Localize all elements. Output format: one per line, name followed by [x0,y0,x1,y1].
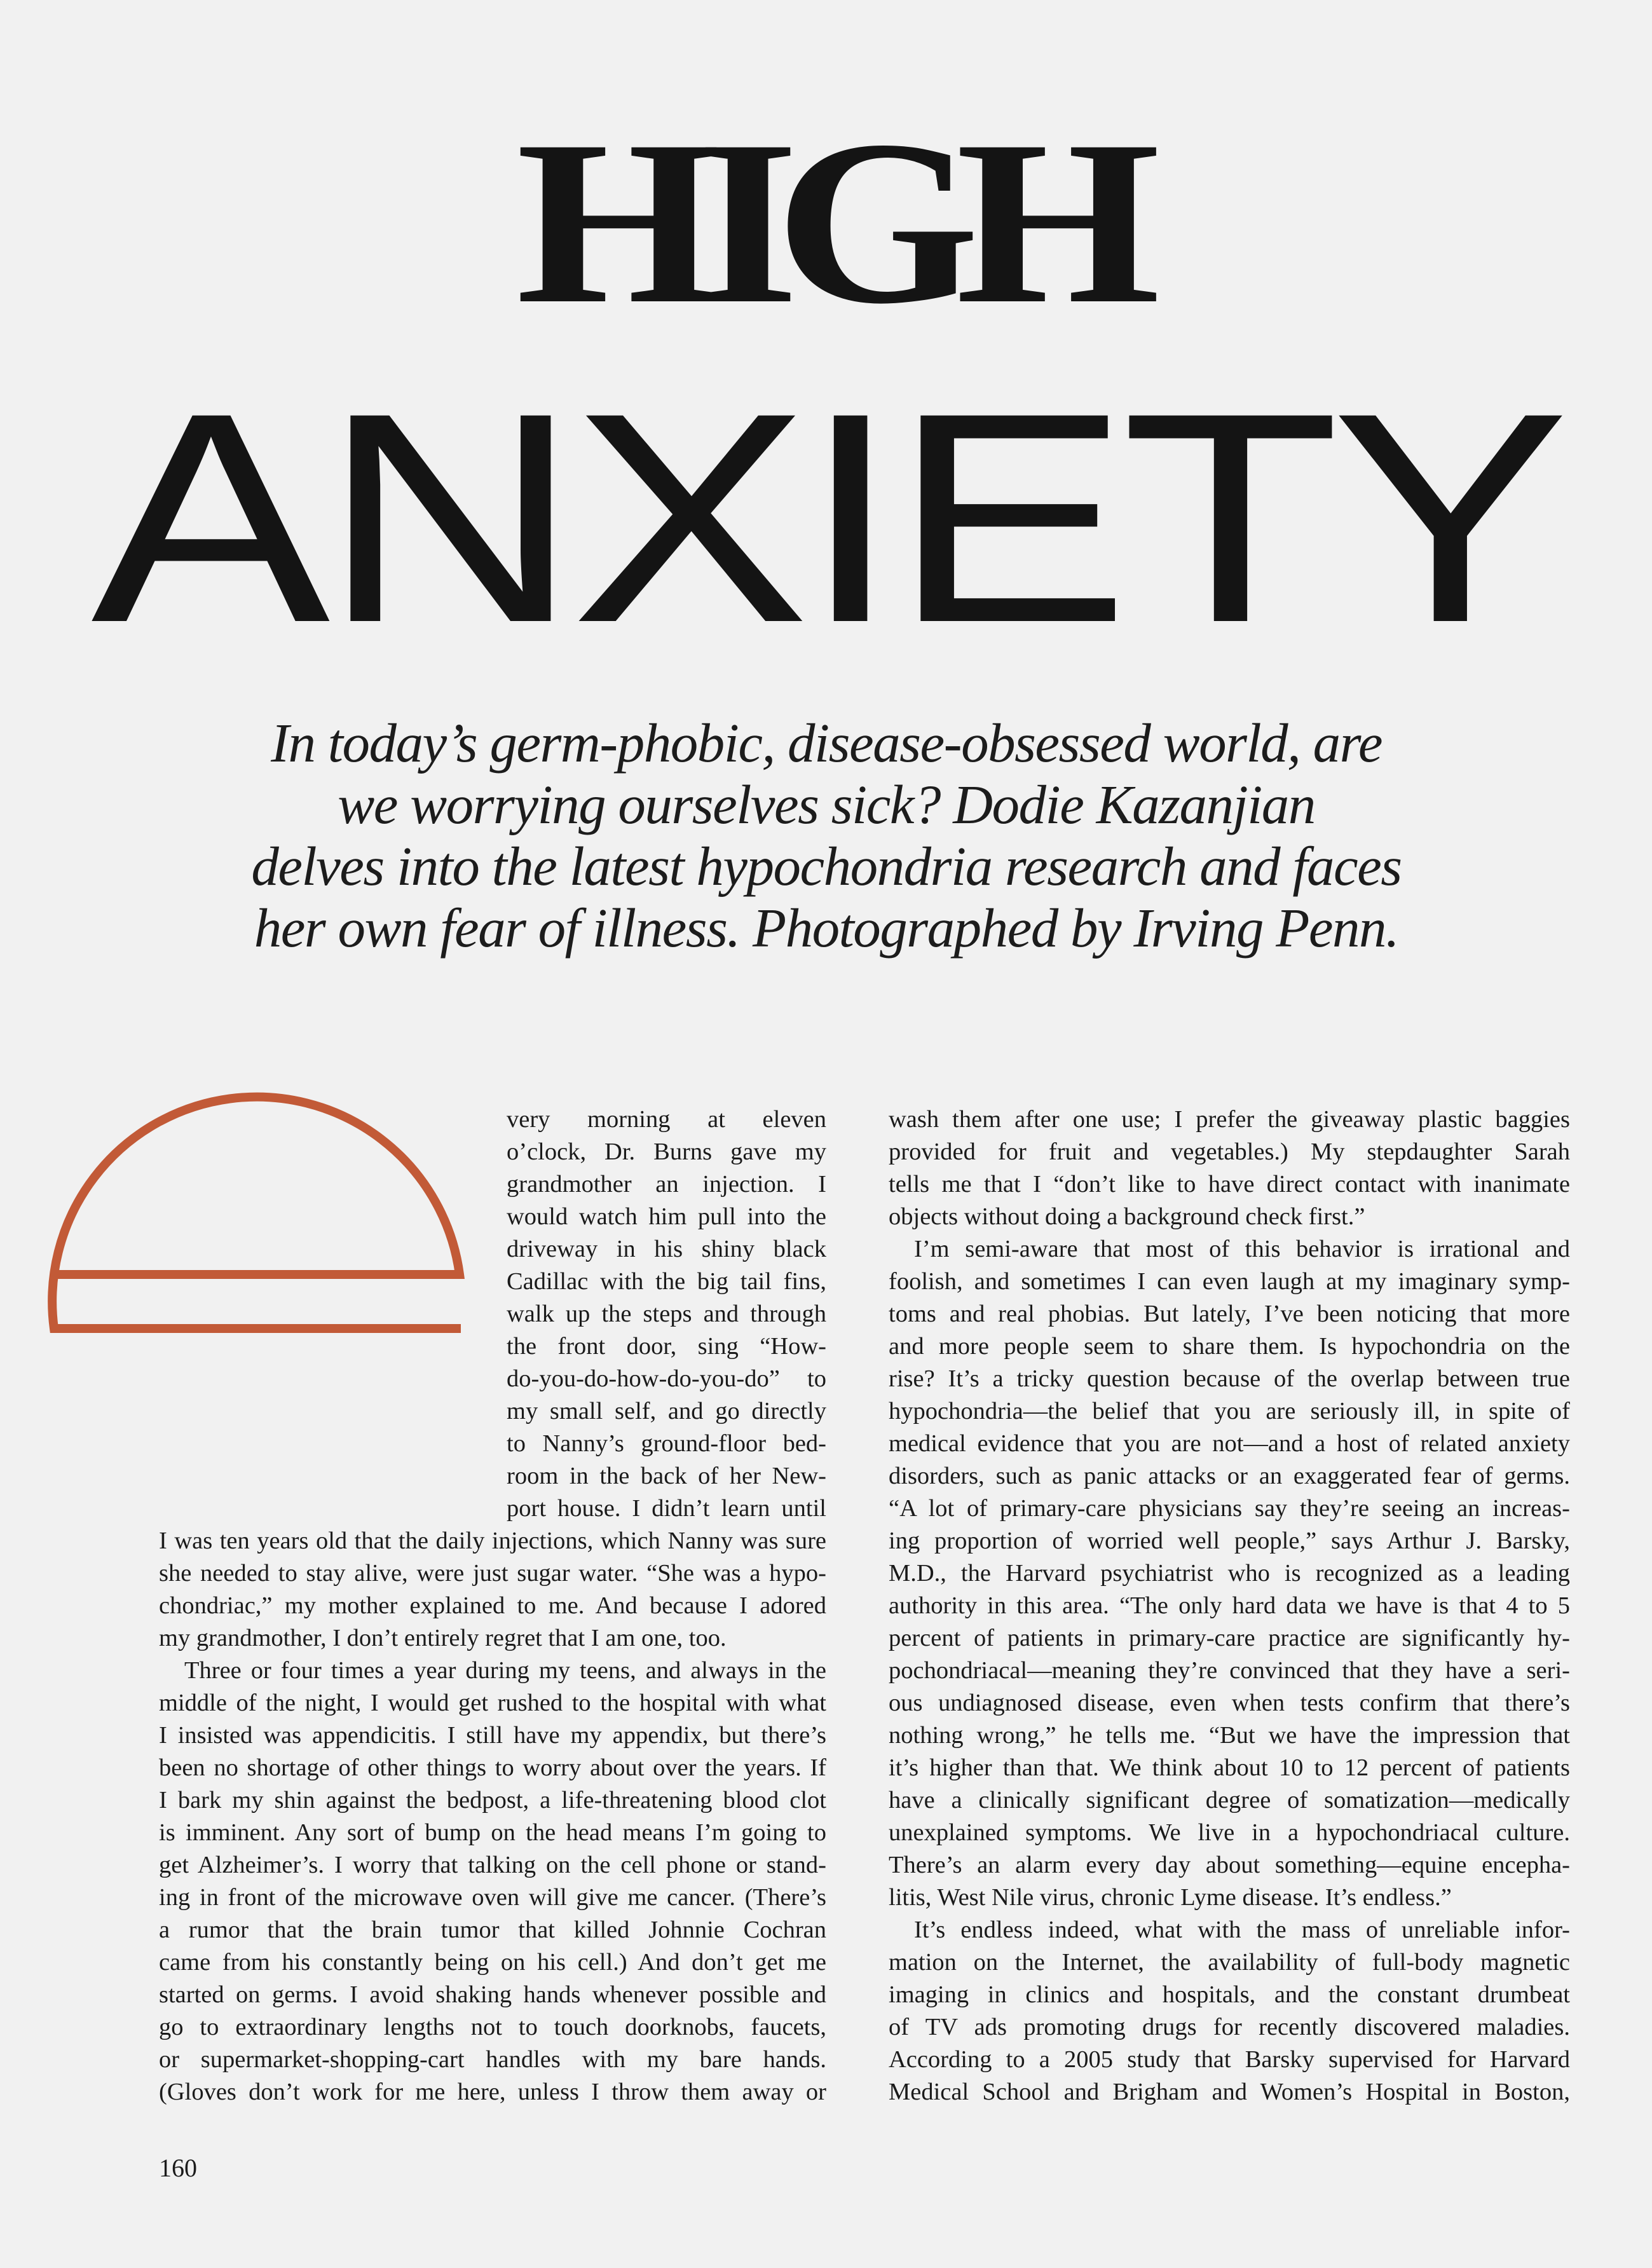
body-text-line: Cadillac with the big tail fins, [507,1268,826,1295]
body-text-line: percent of patients in primary-care practice are significantly hy- [889,1625,1570,1651]
body-text-line: would watch him pull into the [507,1203,826,1230]
body-text-line: ing in front of the microwave oven will give me cancer. (There’s [159,1884,826,1911]
body-text-line: ing proportion of worried well people,” says Arthur J. Barsky, [889,1527,1570,1554]
body-text-line: been no shortage of other things to worry about over the years. If [159,1754,826,1781]
column-left-top [507,1103,826,1525]
body-text-line: authority in this area. “The only hard data we have is that 4 to 5 [889,1592,1570,1619]
drop-cap-e-graphic [48,1084,493,1529]
body-text-line: unexplained symptoms. We live in a hypochondriacal culture. [889,1819,1570,1846]
body-text-line: I insisted was appendicitis. I still have my appendix, but there’s [159,1722,826,1749]
body-text-line: It’s endless indeed, what with the mass of unreliable infor- [914,1916,1570,1943]
body-text-line: (Gloves don’t work for me here, unless I throw them away or [159,2079,826,2105]
body-text-line: to Nanny’s ground-floor bed- [507,1430,826,1457]
body-text-line: my grandmother, I don’t entirely regret that I am one, too. [159,1625,727,1651]
body-text-line: the front door, sing “How- [507,1333,826,1360]
body-text-line: came from his constantly being on his cell.) And don’t get me [159,1949,826,1976]
body-text-line: I bark my shin against the bedpost, a life-threatening blood clot [159,1787,826,1814]
body-text-line: objects without doing a background check first.” [889,1203,1365,1230]
body-text-line: mation on the Internet, the availability of full-body magnetic [889,1949,1570,1976]
body-text-line: hypochondria—the belief that you are seriously ill, in spite of [889,1398,1570,1424]
body-text-line: is imminent. Any sort of bump on the head means I’m going to [159,1819,826,1846]
body-text-line: ous undiagnosed disease, even when tests confirm that there’s [889,1690,1570,1716]
body-text-line: Medical School and Brigham and Women’s Hospital in Boston, [889,2079,1570,2105]
body-text-line: chondriac,” my mother explained to me. And because I adored [159,1592,826,1619]
body-text-line: litis, West Nile virus, chronic Lyme disease. It’s endless.” [889,1884,1452,1911]
body-text-line: port house. I didn’t learn until [507,1495,826,1522]
body-text-line: of TV ads promoting drugs for recently discovered maladies. [889,2014,1570,2040]
body-text-line: get Alzheimer’s. I worry that talking on the cell phone or stand- [159,1852,826,1878]
body-text-line: walk up the steps and through [507,1301,826,1327]
body-text-line: my small self, and go directly [507,1398,826,1424]
body-text-line: provided for fruit and vegetables.) My stepdaughter Sarah [889,1138,1570,1165]
headline-anxiety [0,353,1652,683]
body-text-line: and more people seem to share them. Is hypochondria on the [889,1333,1570,1360]
deck-line: In today’s germ-phobic, disease-obsessed world, are [271,712,1382,774]
body-text-line: nothing wrong,” he tells me. “But we have the impression that [889,1722,1570,1749]
body-text-line: o’clock, Dr. Burns gave my [507,1138,826,1165]
body-text-line: I was ten years old that the daily injections, which Nanny was sure [159,1527,826,1554]
body-text-line: According to a 2005 study that Barsky supervised for Harvard [889,2046,1570,2073]
body-text-line: middle of the night, I would get rushed to the hospital with what [159,1690,826,1716]
body-text-line: M.D., the Harvard psychiatrist who is recognized as a leading [889,1560,1570,1587]
body-text-line: a rumor that the brain tumor that killed Johnnie Cochran [159,1916,826,1943]
body-text-line: Three or four times a year during my teens, and always in the [184,1657,826,1684]
deck-line: her own fear of illness. Photographed by Irving Penn. [254,897,1399,959]
body-text-line: started on germs. I avoid shaking hands whenever possible and [159,1981,826,2008]
body-text-line: “A lot of primary-care physicians say they’re seeing an increas- [889,1495,1570,1522]
column-right [889,1103,1570,2108]
body-text-line: I’m semi-aware that most of this behavior is irrational and [914,1236,1570,1262]
body-text-line: imaging in clinics and hospitals, and the constant drumbeat [889,1981,1570,2008]
body-text-line: or supermarket-shopping-cart handles with my bare hands. [159,2046,826,2073]
body-text-line: foolish, and sometimes I can even laugh at my imaginary symp- [889,1268,1570,1295]
body-text-line: very morning at eleven [507,1106,826,1133]
body-text-line: disorders, such as panic attacks or an exaggerated fear of germs. [889,1463,1570,1489]
headline-line1: HIGH [515,92,1137,353]
body-text-line: wash them after one use; I prefer the giveaway plastic baggies [889,1106,1570,1133]
body-text-line: toms and real phobias. But lately, I’ve been noticing that more [889,1301,1570,1327]
headline-high [0,92,1652,353]
body-text-line: it’s higher than that. We think about 10 to 12 percent of patients [889,1754,1570,1781]
body-text-line: pochondriacal—meaning they’re convinced that they have a seri- [889,1657,1570,1684]
deck-subtitle [140,712,1513,959]
body-text-line: medical evidence that you are not—and a host of related anxiety [889,1430,1570,1457]
body-text-line: room in the back of her New- [507,1463,826,1489]
body-text-line: driveway in his shiny black [507,1236,826,1262]
deck-line: we worrying ourselves sick? Dodie Kazanjian [338,774,1315,835]
headline-line2: ANXIETY [91,351,1561,685]
body-text-line: go to extraordinary lengths not to touch doorknobs, faucets, [159,2014,826,2040]
body-text-line: rise? It’s a tricky question because of the overlap between true [889,1365,1570,1392]
body-text-line: tells me that I “don’t like to have direct contact with inanimate [889,1171,1570,1198]
drop-cap [48,1084,493,1529]
column-left-bottom [159,1525,826,2108]
body-text-line: she needed to stay alive, were just sugar water. “She was a hypo- [159,1560,826,1587]
body-text-line: grandmother an injection. I [507,1171,826,1198]
deck-line: delves into the latest hypochondria research and faces [251,835,1402,897]
body-text-line: There’s an alarm every day about something—equine encepha- [889,1852,1570,1878]
drop-cap-stroke [52,1097,461,1329]
page-number: 160 [159,2154,197,2182]
body-text-line: have a clinically significant degree of somatization—medically [889,1787,1570,1814]
body-text-line: do-you-do-how-do-you-do” to [507,1365,826,1392]
